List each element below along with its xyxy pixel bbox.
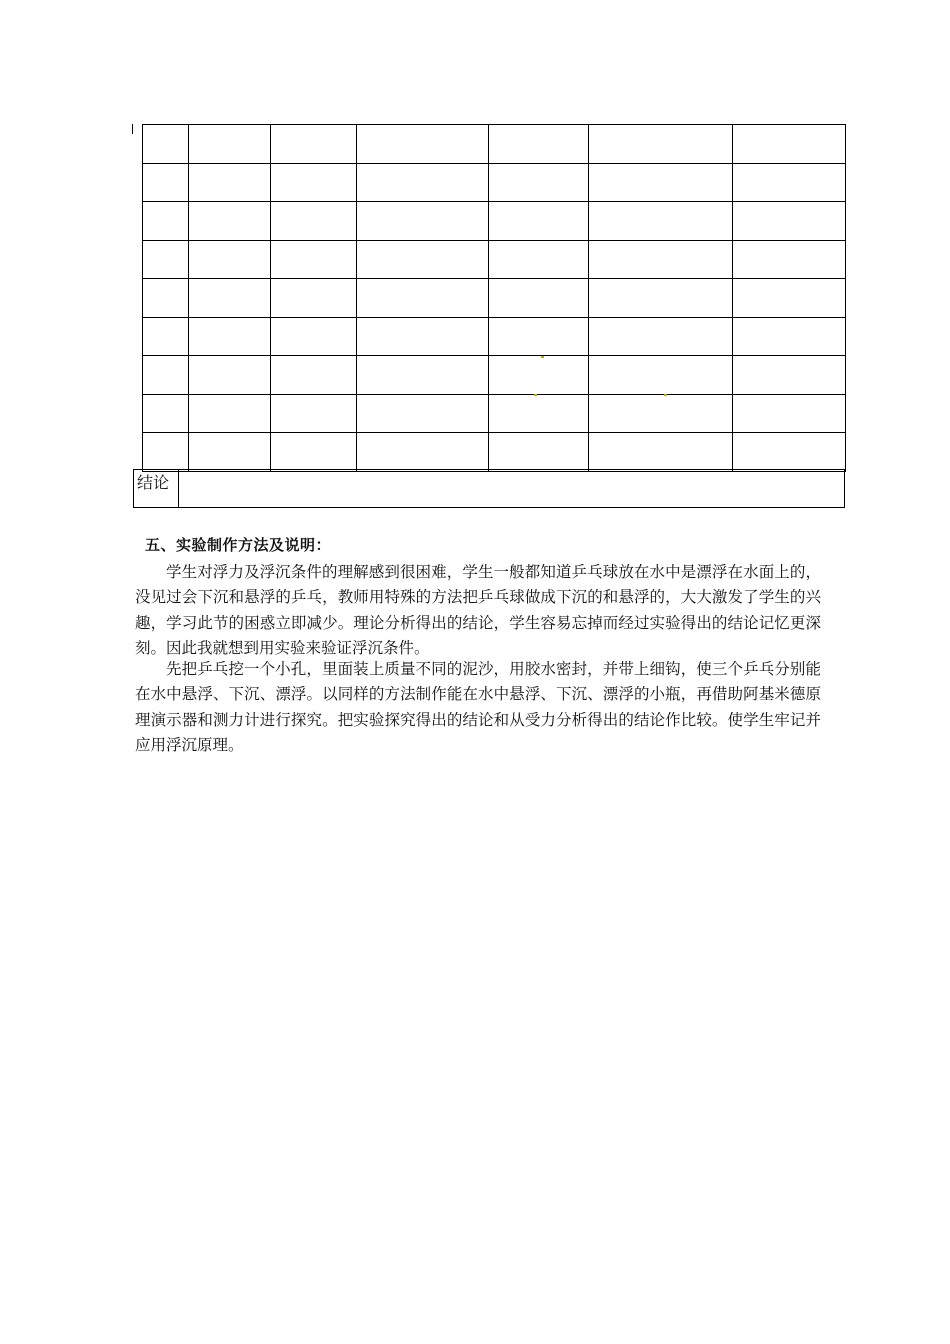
conclusion-label: 结论 xyxy=(134,470,179,507)
table-cell xyxy=(489,317,589,356)
table-cell xyxy=(271,356,357,395)
table-cell xyxy=(143,317,189,356)
table-cell xyxy=(357,240,489,279)
table-cell xyxy=(357,279,489,318)
table-cell xyxy=(143,163,189,202)
table-cell xyxy=(271,279,357,318)
table-cell xyxy=(733,356,846,395)
table-cell xyxy=(589,394,733,433)
table-cell xyxy=(489,202,589,241)
table-cell xyxy=(589,356,733,395)
table-cell xyxy=(189,433,271,472)
table-cell xyxy=(733,202,846,241)
conclusion-row xyxy=(133,469,845,508)
table-cell xyxy=(489,125,589,164)
table-cell xyxy=(271,317,357,356)
table-cell xyxy=(271,394,357,433)
table-row xyxy=(143,356,846,395)
table-cell xyxy=(189,279,271,318)
table-cell xyxy=(143,202,189,241)
table-cell xyxy=(271,433,357,472)
table-cell xyxy=(489,356,589,395)
table-cell xyxy=(189,356,271,395)
table-cell xyxy=(589,163,733,202)
table-row xyxy=(143,317,846,356)
table-cell xyxy=(733,240,846,279)
table-cell xyxy=(733,125,846,164)
table-cell xyxy=(357,163,489,202)
table-row xyxy=(143,202,846,241)
table-cell xyxy=(357,317,489,356)
table-cell xyxy=(143,279,189,318)
table-cell xyxy=(143,125,189,164)
scan-speck xyxy=(534,394,537,396)
table-cell xyxy=(589,279,733,318)
table-row xyxy=(143,433,846,472)
scan-speck xyxy=(541,356,544,358)
table-cell xyxy=(189,125,271,164)
table-cell xyxy=(589,125,733,164)
table-cell xyxy=(357,125,489,164)
table-cell xyxy=(357,433,489,472)
table-cell xyxy=(489,394,589,433)
section-heading: 五、实验制作方法及说明： xyxy=(145,536,332,554)
table-cell xyxy=(589,317,733,356)
table-cell xyxy=(189,317,271,356)
table-cell xyxy=(733,394,846,433)
table-edge-mark xyxy=(132,124,133,134)
table-cell xyxy=(733,279,846,318)
table-cell xyxy=(489,240,589,279)
table-cell xyxy=(489,433,589,472)
table-cell xyxy=(189,240,271,279)
table-row xyxy=(143,125,846,164)
table-cell xyxy=(189,394,271,433)
paragraph: 先把乒乓挖一个小孔，里面装上质量不同的泥沙，用胶水密封，并带上细钩，使三个乒乓分别能在水中悬浮、下沉、漂浮。以同样的方法制作能在水中悬浮、下沉、漂浮的小瓶，再借助阿基米德原理演示器和测力计进行探究。把实验探究得出的结论和从受力分析得出的结论作比较。使学生牢记并应用浮沉原理。 xyxy=(135,660,821,754)
table-cell xyxy=(143,240,189,279)
table-row xyxy=(143,163,846,202)
table-cell xyxy=(589,240,733,279)
paragraph: 学生对浮力及浮沉条件的理解感到很困难，学生一般都知道乒乓球放在水中是漂浮在水面上的，没见过会下沉和悬浮的乒乓，教师用特殊的方法把乒乓球做成下沉的和悬浮的，大大激发了学生的兴趣，学习此节的困惑立即减少。理论分析得出的结论，学生容易忘掉而经过实验得出的结论记忆更深刻。因此我就想到用实验来验证浮沉条件。 xyxy=(135,563,821,657)
table-cell xyxy=(271,240,357,279)
table-cell xyxy=(589,433,733,472)
conclusion-cell xyxy=(179,470,844,507)
table-cell xyxy=(589,202,733,241)
table-cell xyxy=(357,202,489,241)
table-cell xyxy=(489,163,589,202)
table-cell xyxy=(143,356,189,395)
table-cell xyxy=(733,163,846,202)
table-cell xyxy=(733,317,846,356)
table-cell xyxy=(489,279,589,318)
table-cell xyxy=(189,202,271,241)
table-cell xyxy=(143,433,189,472)
table-row xyxy=(143,279,846,318)
table-row xyxy=(143,394,846,433)
scan-speck xyxy=(664,394,667,396)
table-cell xyxy=(271,125,357,164)
table-cell xyxy=(733,433,846,472)
table-cell xyxy=(189,163,271,202)
table-row xyxy=(143,240,846,279)
table-cell xyxy=(271,202,357,241)
table-cell xyxy=(357,394,489,433)
table-cell xyxy=(357,356,489,395)
experiment-data-table xyxy=(142,124,846,472)
table-cell xyxy=(143,394,189,433)
table-cell xyxy=(271,163,357,202)
